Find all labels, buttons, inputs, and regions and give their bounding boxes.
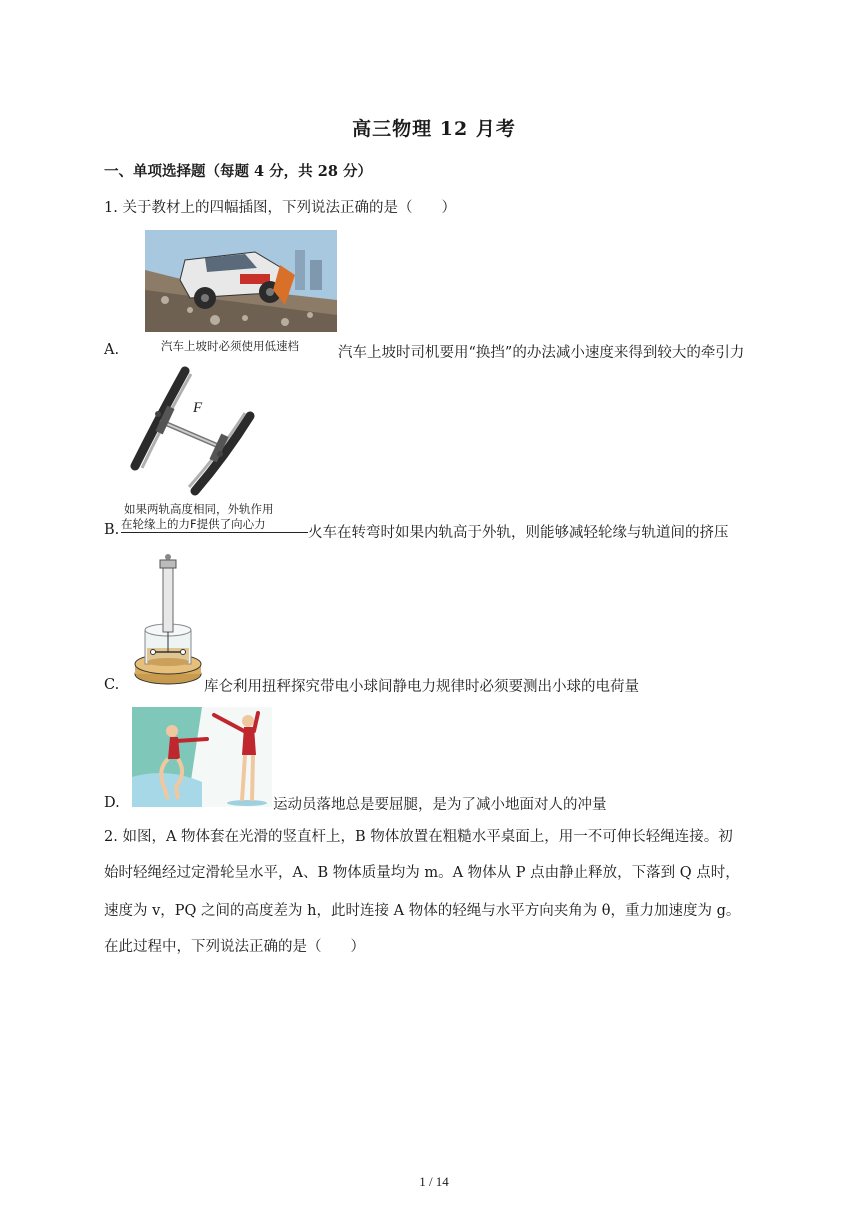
question-2-line-4: 在此过程中，下列说法正确的是（ ） [104,939,365,955]
section-heading: 一、单项选择题（每题 4 分，共 28 分） [104,163,372,180]
question-2-line-1: 2. 如图，A 物体套在光滑的竖直杆上，B 物体放置在粗糙水平桌面上，用一不可伸长轻绳连接。初 [104,829,733,845]
option-a-caption: 汽车上坡时必须使用低速档 [161,339,299,353]
question-1-stem: 1. 关于教材上的四幅插图，下列说法正确的是（ ） [104,200,456,216]
option-b-caption-line1: 如果两轨高度相同，外轨作用 [124,502,274,516]
option-b-caption-line2: 在轮缘上的力F提供了向心力 [121,516,308,533]
option-d-text: 运动员落地总是要屈腿，是为了减小地面对人的冲量 [273,797,607,813]
force-f-label: F [193,400,203,416]
question-2-line-3: 速度为 v，PQ 之间的高度差为 h，此时连接 A 物体的轻绳与水平方向夹角为 θ，重力加速度为 g。 [104,903,741,919]
gymnast-landing-image [132,707,272,807]
option-c-text: 库仑利用扭秤探究带电小球间静电力规律时必须要测出小球的电荷量 [204,679,639,695]
train-wheel-rail-diagram [125,366,260,498]
page-title: 高三物理 12 月考 [352,118,516,140]
question-2-line-2: 始时轻绳经过定滑轮呈水平，A、B 物体质量均为 m。A 物体从 P 点由静止释放，下落到 Q 点时， [104,865,740,881]
option-d-label: D. [104,795,120,811]
coulomb-torsion-balance-image [133,552,203,690]
option-b-label: B. [104,522,120,538]
option-c-label: C. [104,677,120,693]
option-b-text: 火车在转弯时如果内轨高于外轨，则能够减轻轮缘与轨道间的挤压 [308,525,729,541]
page-number: 1 / 14 [419,1174,449,1189]
offroad-car-image [145,230,337,332]
option-a-text: 汽车上坡时司机要用“换挡”的办法减小速度来得到较大的牵引力 [338,345,745,361]
option-a-label: A. [104,342,120,358]
